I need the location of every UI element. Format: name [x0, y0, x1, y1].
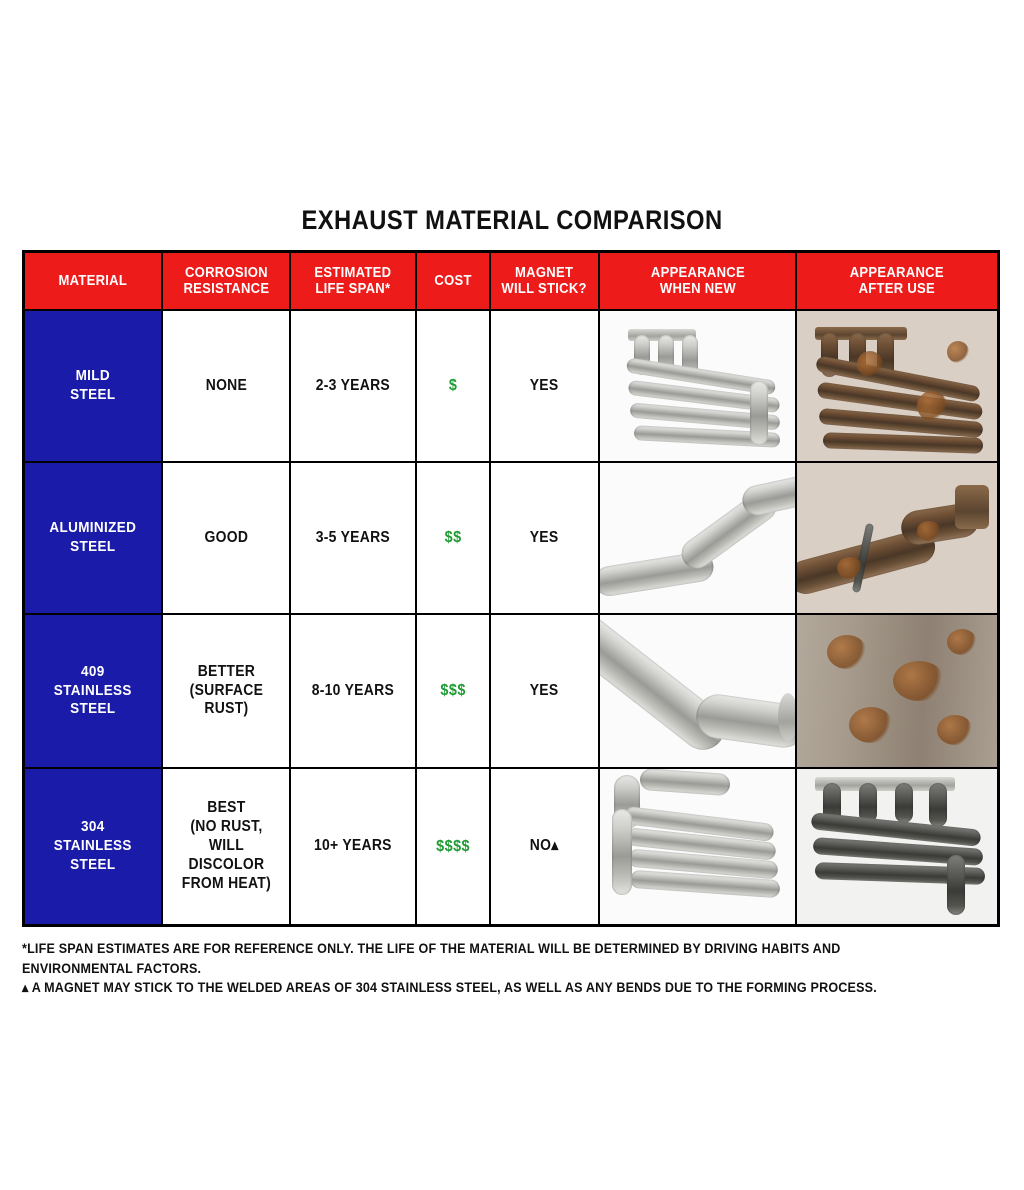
column-header-corrosion-resistance — [162, 252, 291, 311]
comparison-chart — [22, 205, 1002, 998]
column-header-appearance-after-use — [796, 252, 998, 311]
cost-value: $$$$ — [436, 837, 471, 855]
cost-value: $$ — [444, 529, 462, 546]
cell-corrosion-aluminized-steel — [162, 462, 291, 614]
corrosion-line2: (SURFACE — [189, 681, 263, 699]
material-line2: STAINLESS — [53, 837, 132, 855]
corrosion-line1: NONE — [205, 376, 247, 394]
column-header-appearance-when-new — [599, 252, 797, 311]
cost-value: $ — [449, 377, 458, 394]
mild-steel-headers-new-photo — [600, 311, 796, 461]
cell-material-409-stainless-steel — [24, 614, 162, 768]
footnotes — [22, 939, 1002, 998]
cell-material-304-stainless-steel — [24, 768, 162, 926]
header-life-line1: ESTIMATED — [314, 264, 392, 281]
header-used-line1: APPEARANCE — [850, 264, 945, 281]
409-stainless-surface-rust-photo — [797, 615, 997, 767]
material-line1: MILD — [75, 367, 111, 385]
cell-corrosion-409-stainless-steel — [162, 614, 291, 768]
corrosion-line2: (NO RUST, — [189, 818, 263, 836]
table-row — [24, 768, 999, 926]
304-stainless-headers-new-photo — [600, 769, 796, 924]
lifespan-value: 8-10 YEARS — [312, 681, 395, 699]
header-life-line2: LIFE SPAN* — [315, 281, 391, 297]
lifespan-value: 2-3 YEARS — [316, 376, 391, 394]
table-row — [24, 614, 999, 768]
mild-steel-headers-rusted-photo — [797, 311, 997, 461]
cell-corrosion-304-stainless-steel — [162, 768, 291, 926]
material-line3: STEEL — [70, 855, 116, 873]
material-line2: STAINLESS — [53, 681, 132, 699]
footnote-magnet: ▴ A MAGNET MAY STICK TO THE WELDED AREAS OF 304 STAINLESS STEEL, AS WELL AS ANY BENDS DUE TO THE FORMING PROCESS. — [22, 980, 877, 996]
corrosion-line3: WILL DISCOLOR — [188, 837, 264, 873]
cell-lifespan-304-stainless-steel — [290, 768, 416, 926]
corrosion-line1: BEST — [206, 799, 246, 817]
magnet-value: YES — [530, 681, 559, 699]
aluminized-bent-pipe-new-photo — [600, 463, 796, 613]
cell-corrosion-mild-steel — [162, 310, 291, 462]
cell-cost-409-stainless-steel — [416, 614, 490, 768]
header-new-line1: APPEARANCE — [650, 264, 745, 281]
header-used-line2: AFTER USE — [859, 281, 936, 297]
cell-image-mild-steel-new — [599, 310, 797, 462]
cell-magnet-304-stainless-steel — [490, 768, 598, 926]
304-stainless-headers-discolored-photo — [797, 769, 997, 924]
cell-image-304-used — [796, 768, 998, 926]
column-header-magnet-will-stick — [490, 252, 598, 311]
cell-magnet-aluminized-steel — [490, 462, 598, 614]
cell-image-aluminized-used — [796, 462, 998, 614]
magnet-value: NO▴ — [530, 837, 559, 855]
corrosion-line1: GOOD — [204, 528, 248, 546]
cell-lifespan-aluminized-steel — [290, 462, 416, 614]
header-new-line2: WHEN NEW — [659, 281, 736, 297]
column-header-cost — [416, 252, 490, 311]
material-line3: STEEL — [70, 700, 116, 718]
header-corrosion-line2: RESISTANCE — [183, 281, 269, 297]
material-line1: ALUMINIZED — [49, 519, 137, 537]
exhaust-material-comparison-table — [22, 250, 1000, 927]
column-header-material — [24, 252, 162, 311]
table-row — [24, 310, 999, 462]
table-row — [24, 462, 999, 614]
header-cost-label: COST — [434, 272, 472, 289]
cell-cost-aluminized-steel — [416, 462, 490, 614]
corrosion-line1: BETTER — [197, 662, 255, 680]
cell-magnet-409-stainless-steel — [490, 614, 598, 768]
header-corrosion-line1: CORROSION — [184, 264, 268, 281]
corrosion-line4: FROM HEAT) — [181, 874, 271, 892]
cost-value: $$$ — [440, 682, 466, 699]
cell-material-aluminized-steel — [24, 462, 162, 614]
header-magnet-line1: MAGNET — [515, 264, 574, 281]
409-stainless-pipe-new-photo — [600, 615, 796, 767]
magnet-value: YES — [530, 376, 559, 394]
cell-lifespan-409-stainless-steel — [290, 614, 416, 768]
material-line1: 409 — [80, 662, 105, 680]
cell-material-mild-steel — [24, 310, 162, 462]
aluminized-pipe-corroded-photo — [797, 463, 997, 613]
cell-lifespan-mild-steel — [290, 310, 416, 462]
cell-cost-mild-steel — [416, 310, 490, 462]
header-material-label: MATERIAL — [58, 272, 128, 289]
footnote-life-span: *LIFE SPAN ESTIMATES ARE FOR REFERENCE ONLY. THE LIFE OF THE MATERIAL WILL BE DETERMINED BY DRIVING HABITS AND ENVIRONMENTAL FACTORS. — [22, 941, 841, 976]
cell-image-409-used — [796, 614, 998, 768]
cell-image-mild-steel-used — [796, 310, 998, 462]
cell-magnet-mild-steel — [490, 310, 598, 462]
material-line2: STEEL — [70, 538, 116, 555]
column-header-estimated-life-span — [290, 252, 416, 311]
table-header-row — [24, 252, 999, 311]
material-line2: STEEL — [70, 386, 116, 403]
page-title: EXHAUST MATERIAL COMPARISON — [301, 205, 723, 235]
material-line1: 304 — [80, 818, 105, 836]
lifespan-value: 10+ YEARS — [314, 837, 393, 855]
corrosion-line3: RUST) — [204, 700, 248, 718]
magnet-value: YES — [530, 528, 559, 546]
cell-cost-304-stainless-steel — [416, 768, 490, 926]
cell-image-409-new — [599, 614, 797, 768]
cell-image-304-new — [599, 768, 797, 926]
header-magnet-line2: WILL STICK? — [501, 281, 588, 297]
lifespan-value: 3-5 YEARS — [316, 528, 391, 546]
cell-image-aluminized-new — [599, 462, 797, 614]
